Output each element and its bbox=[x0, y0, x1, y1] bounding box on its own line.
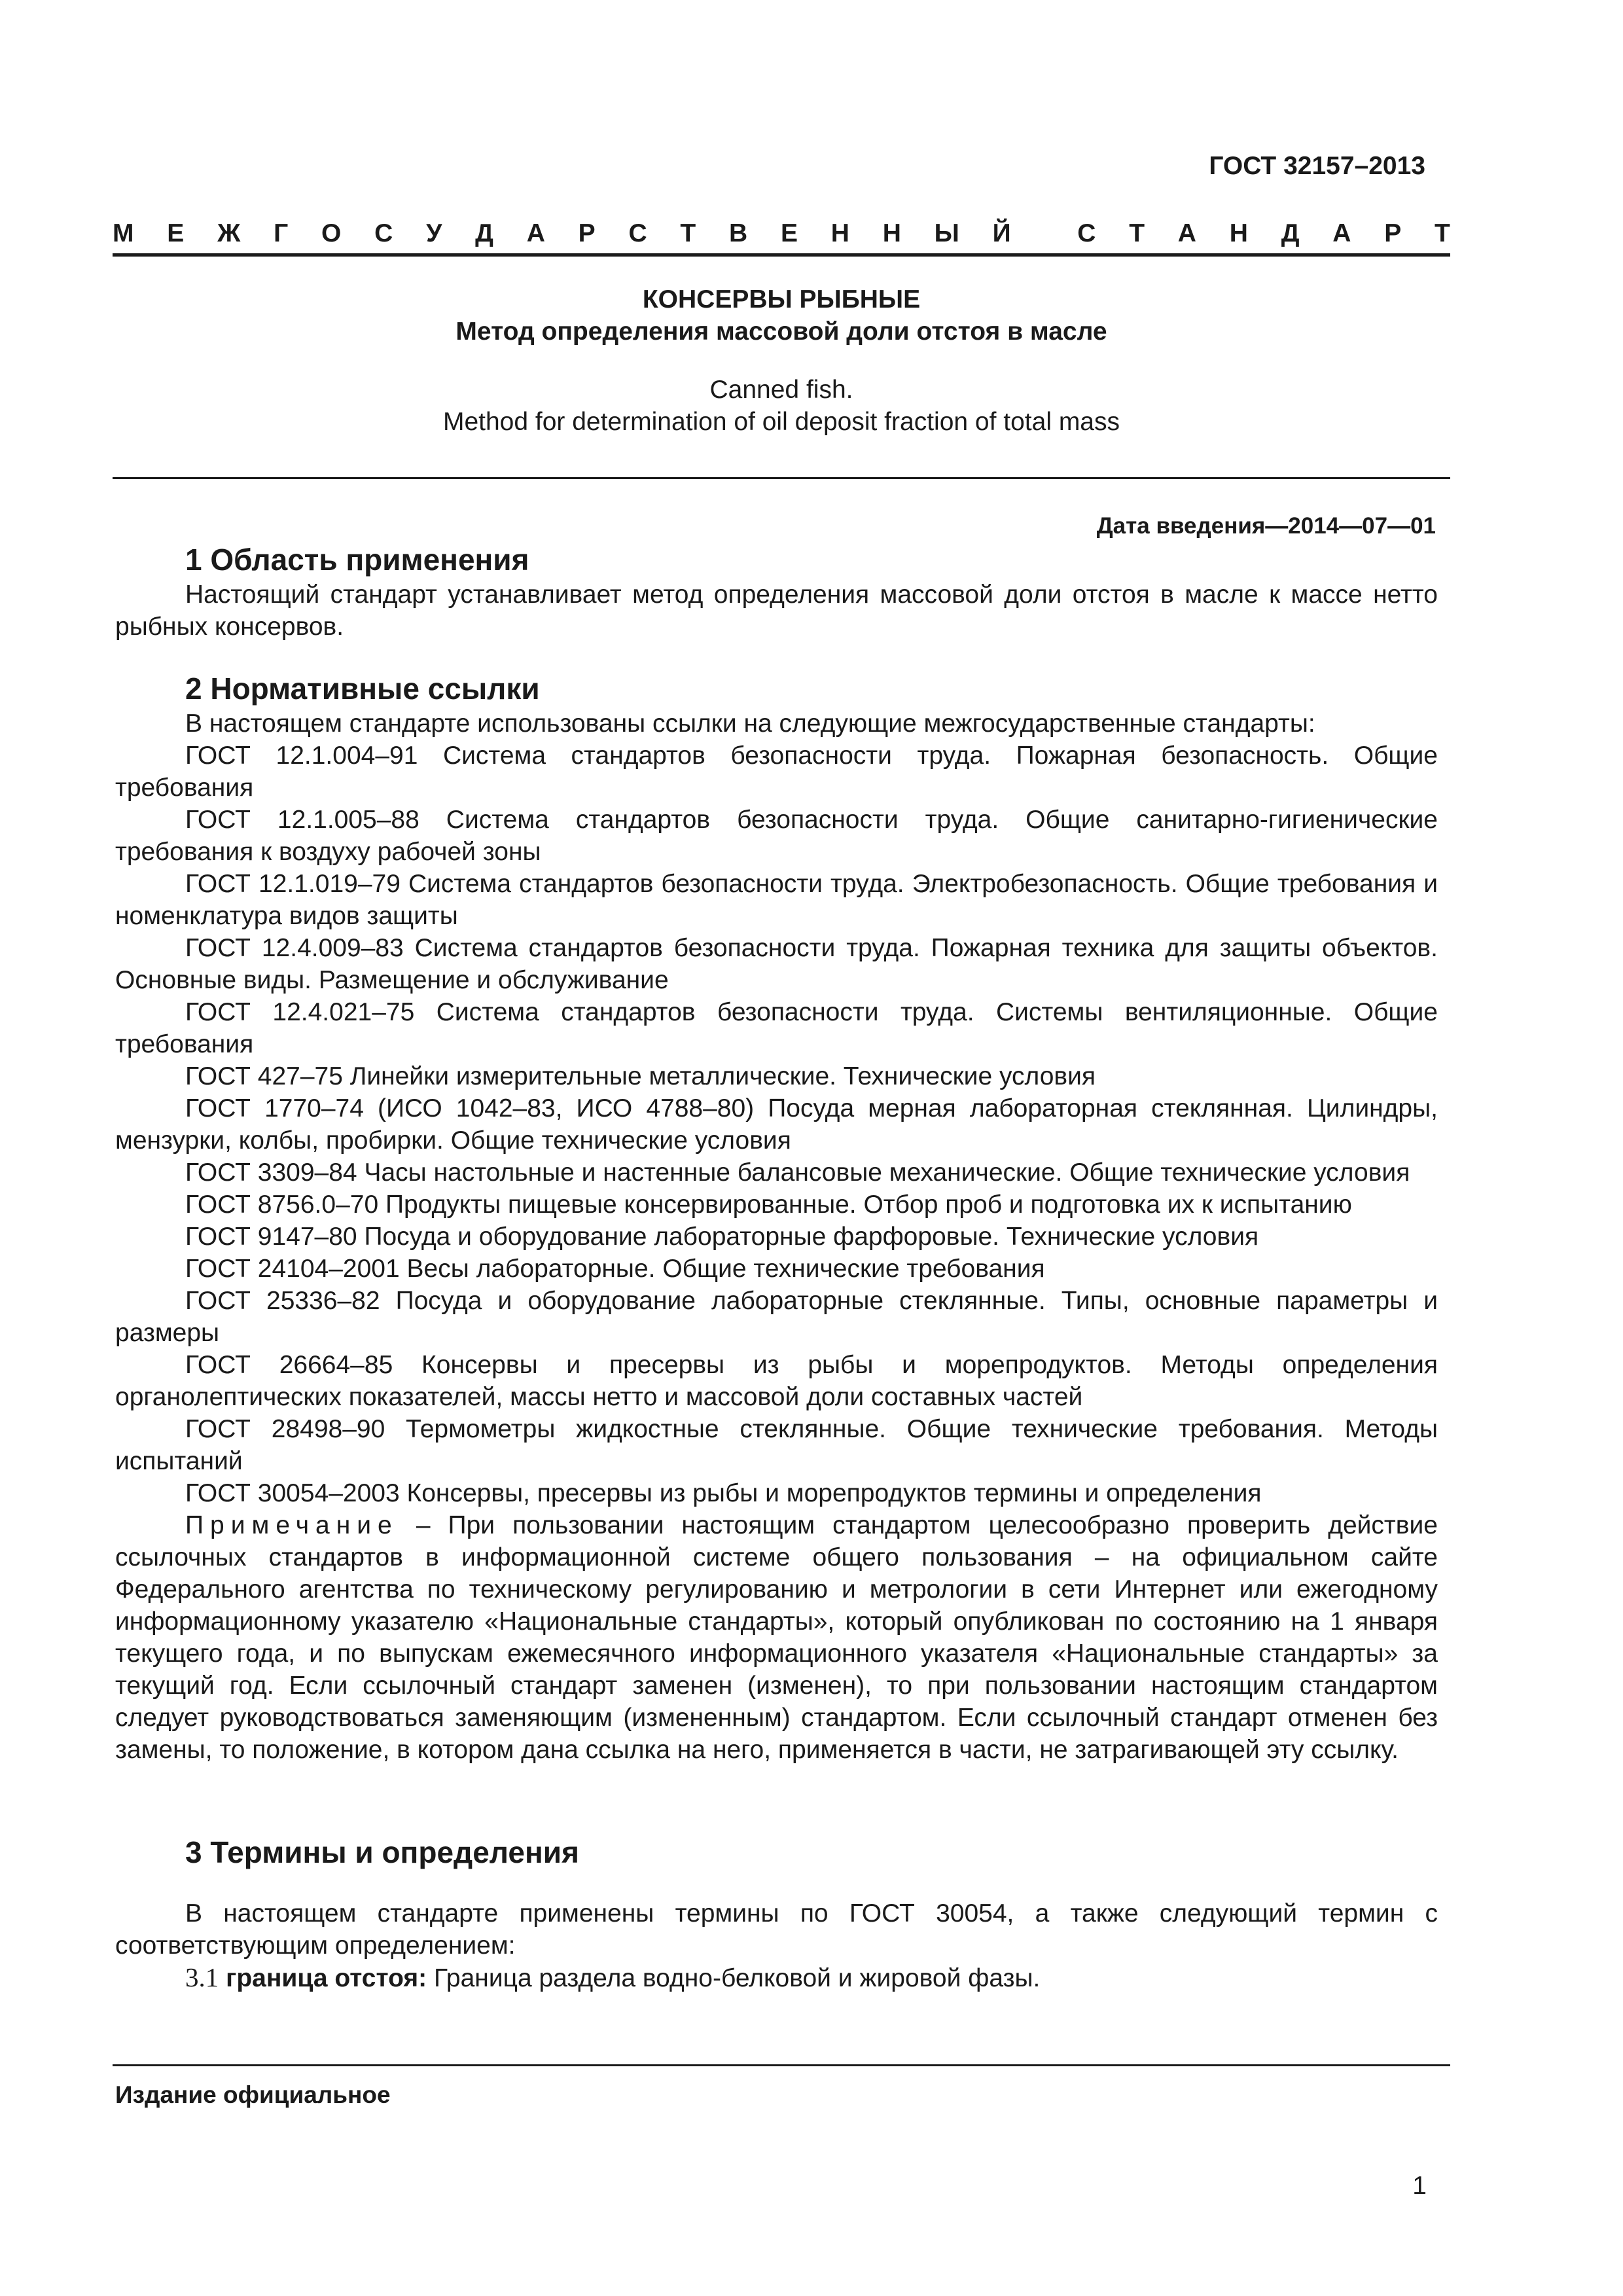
banner-letter: М bbox=[113, 219, 134, 247]
banner-letter: У bbox=[426, 219, 442, 247]
banner-letter: А bbox=[1177, 219, 1196, 247]
english-title: Canned fish. bbox=[709, 376, 853, 404]
note-text: – При пользовании настоящим стандартом целесообразно проверить действие ссылочных стандартов в информационной системе общего пользования – на официальном сайте Федерального агентства по техническому регулированию и метрологии в сети Интернет или ежегодному информационному указателю «Национальные стандарты», который опубликован по состоянию на 1 января текущего года, и по выпускам ежемесячного информационного указателя «Национальные стандарты» за текущий год. Если ссылочный стандарт заменен (изменен), то при пользовании настоящим стандартом следует руководствоваться заменяющим (измененным) стандартом. Если ссылочный стандарт отменен без замены, то положение, в котором дана ссылка на него, применяется в части, не затрагивающей эту ссылку. bbox=[115, 1511, 1438, 1764]
references-list bbox=[115, 740, 1438, 1509]
page-number: 1 bbox=[1412, 2172, 1427, 2200]
term-number: 3.1 bbox=[185, 1962, 219, 1992]
banner-letter: Д bbox=[475, 219, 493, 247]
reference-item: ГОСТ 26664–85 Консервы и пресервы из рыбы и морепродуктов. Методы определения органолептических показателей, массы нетто и массовой доли составных частей bbox=[115, 1351, 1438, 1411]
section-heading: 2 Нормативные ссылки bbox=[185, 672, 540, 706]
banner-letter: Н bbox=[830, 219, 849, 247]
banner-letter: Н bbox=[1229, 219, 1248, 247]
banner-letter: С bbox=[628, 219, 647, 247]
reference-item: ГОСТ 24104–2001 Весы лабораторные. Общие технические требования bbox=[185, 1255, 1045, 1283]
banner-letter: О bbox=[321, 219, 342, 247]
banner-letter: С bbox=[374, 219, 393, 247]
reference-item: ГОСТ 30054–2003 Консервы, пресервы из рыбы и морепродуктов термины и определения bbox=[185, 1479, 1262, 1507]
banner-letter: В bbox=[729, 219, 748, 247]
section-1 bbox=[115, 541, 1438, 643]
banner-letter: Е bbox=[167, 219, 185, 247]
introduction-date: Дата введения—2014—07—01 bbox=[1096, 513, 1436, 539]
russian-title: КОНСЕРВЫ РЫБНЫЕ bbox=[642, 285, 921, 314]
section-heading: 1 Область применения bbox=[185, 543, 529, 577]
document-number: ГОСТ 32157–2013 bbox=[1209, 152, 1425, 180]
banner-letter: А bbox=[526, 219, 545, 247]
banner-letter: Н bbox=[882, 219, 901, 247]
note-paragraph bbox=[115, 1509, 1438, 1766]
term-paragraph bbox=[115, 1962, 1438, 1994]
reference-item: ГОСТ 12.4.009–83 Система стандартов безопасности труда. Пожарная техника для защиты объектов. Основные виды. Размещение и обслуживание bbox=[115, 934, 1438, 994]
banner-letter: А bbox=[1332, 219, 1351, 247]
reference-item: ГОСТ 8756.0–70 Продукты пищевые консервированные. Отбор проб и подготовка их к испытанию bbox=[185, 1191, 1352, 1219]
reference-item: ГОСТ 3309–84 Часы настольные и настенные балансовые механические. Общие технические условия bbox=[185, 1158, 1410, 1187]
banner-letter: Г bbox=[274, 219, 289, 247]
reference-item: ГОСТ 12.1.004–91 Система стандартов безопасности труда. Пожарная безопасность. Общие требования bbox=[115, 742, 1438, 802]
reference-item: ГОСТ 427–75 Линейки измерительные металлические. Технические условия bbox=[185, 1062, 1096, 1090]
section-heading: 3 Термины и определения bbox=[185, 1835, 579, 1869]
header-divider bbox=[113, 253, 1450, 257]
term-definition: Граница раздела водно-белковой и жировой фазы. bbox=[433, 1964, 1041, 1992]
banner-letter: Ж bbox=[217, 219, 241, 247]
reference-item: ГОСТ 9147–80 Посуда и оборудование лабораторные фарфоровые. Технические условия bbox=[185, 1223, 1259, 1251]
banner-letter: Й bbox=[992, 219, 1011, 247]
reference-item: ГОСТ 28498–90 Термометры жидкостные стеклянные. Общие технические требования. Методы испытаний bbox=[115, 1415, 1438, 1475]
banner-letter: Р bbox=[1384, 219, 1402, 247]
section-2 bbox=[115, 670, 1438, 1766]
reference-item: ГОСТ 12.1.005–88 Система стандартов безопасности труда. Общие санитарно-гигиенические требования к воздуху рабочей зоны bbox=[115, 806, 1438, 866]
banner-letter: Т bbox=[680, 219, 696, 247]
section-3 bbox=[115, 1833, 1438, 1994]
paragraph: В настоящем стандарте применены термины по ГОСТ 30054, а также следующий термин с соответствующим определением: bbox=[115, 1899, 1438, 1960]
footer-divider bbox=[113, 2064, 1450, 2066]
banner-letter: Е bbox=[780, 219, 798, 247]
reference-item: ГОСТ 1770–74 (ИСО 1042–83, ИСО 4788–80) Посуда мерная лабораторная стеклянная. Цилиндры, мензурки, колбы, пробирки. Общие технические условия bbox=[115, 1094, 1438, 1155]
banner-letter: Ы bbox=[934, 219, 959, 247]
russian-subtitle: Метод определения массовой доли отстоя в масле bbox=[455, 317, 1107, 346]
term-name: граница отстоя: bbox=[226, 1964, 427, 1992]
banner-letter: Р bbox=[578, 219, 596, 247]
reference-item: ГОСТ 12.1.019–79 Система стандартов безопасности труда. Электробезопасность. Общие требования и номенклатура видов защиты bbox=[115, 870, 1438, 930]
paragraph: В настоящем стандарте использованы ссылки на следующие межгосударственные стандарты: bbox=[185, 709, 1315, 738]
official-edition-label: Издание официальное bbox=[115, 2081, 391, 2108]
banner-letter: Т bbox=[1435, 219, 1450, 247]
reference-item: ГОСТ 12.4.021–75 Система стандартов безопасности труда. Системы вентиляционные. Общие требования bbox=[115, 998, 1438, 1058]
title-divider bbox=[113, 477, 1450, 479]
reference-item: ГОСТ 25336–82 Посуда и оборудование лабораторные стеклянные. Типы, основные параметры и размеры bbox=[115, 1287, 1438, 1347]
banner-letter: Т bbox=[1129, 219, 1145, 247]
paragraph: Настоящий стандарт устанавливает метод определения массовой доли отстоя в масле к массе нетто рыбных консервов. bbox=[115, 581, 1438, 641]
banner-letter: С bbox=[1077, 219, 1096, 247]
english-subtitle: Method for determination of oil deposit fraction of total mass bbox=[442, 408, 1120, 436]
title-block bbox=[113, 283, 1450, 438]
interstate-standard-banner bbox=[113, 215, 1450, 253]
note-label: Примечание bbox=[185, 1511, 399, 1539]
banner-letter: Д bbox=[1281, 219, 1300, 247]
